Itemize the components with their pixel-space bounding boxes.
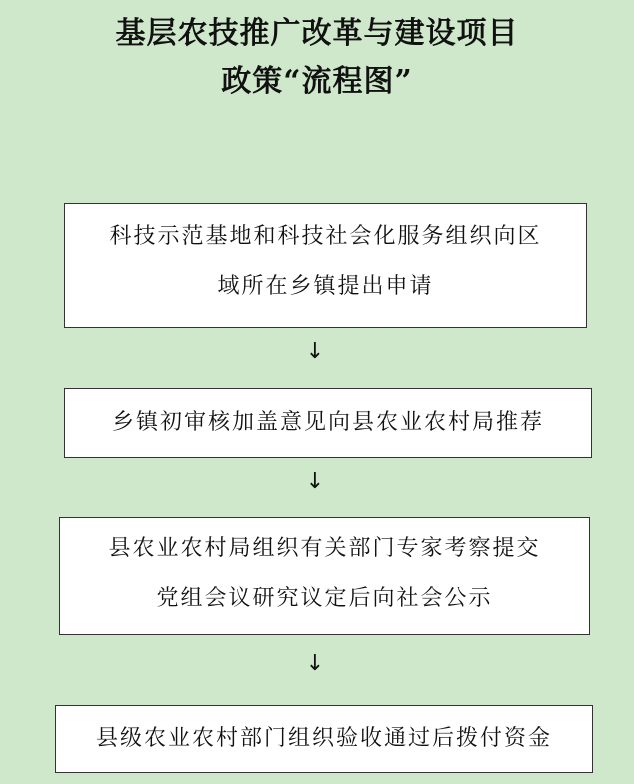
down-arrow-icon: ↓ xyxy=(305,651,325,676)
flow-step-1-line-2: 域所在乡镇提出申请 xyxy=(217,274,434,299)
down-arrow-icon: ↓ xyxy=(305,339,325,364)
flow-step-2 xyxy=(64,388,592,458)
flow-step-3-line-2: 党组会议研究议定后向社会公示 xyxy=(156,586,493,611)
flow-step-4-line-1: 县级农业农村部门组织验收通过后拨付资金 xyxy=(95,726,552,751)
flow-step-3-line-1: 县农业农村局组织有关部门专家考察提交 xyxy=(108,536,541,561)
down-arrow-icon: ↓ xyxy=(305,469,325,494)
flow-step-1 xyxy=(64,203,587,328)
flow-step-3 xyxy=(59,517,590,635)
flow-step-4 xyxy=(55,705,593,773)
title-line-1: 基层农技推广改革与建设项目 xyxy=(115,16,519,51)
title-line-2: 政策“流程图” xyxy=(221,64,413,99)
flow-step-1-line-1: 科技示范基地和科技社会化服务组织向区 xyxy=(109,224,542,249)
flow-step-2-line-1: 乡镇初审核加盖意见向县农业农村局推荐 xyxy=(111,410,544,435)
